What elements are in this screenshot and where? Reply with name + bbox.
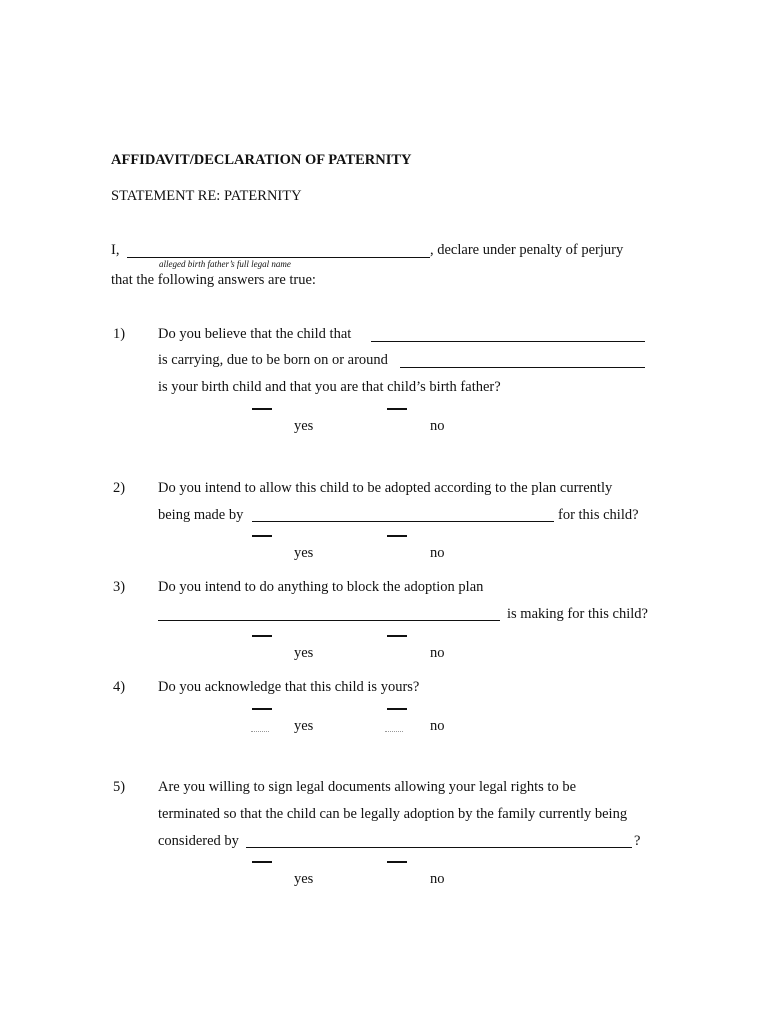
question-1-number: 1) xyxy=(113,326,126,342)
question-3-line-1: Do you intend to do anything to block the adoption plan xyxy=(158,579,484,595)
question-5-line-1: Are you willing to sign legal documents allowing your legal rights to be xyxy=(158,779,577,795)
question-3-number: 3) xyxy=(113,579,126,595)
question-5-yes-label: yes xyxy=(294,871,314,887)
question-1-no-label: no xyxy=(430,418,445,434)
birth-father-name-field[interactable] xyxy=(127,257,430,258)
question-4-number: 4) xyxy=(113,679,126,695)
birth-mother-name-field[interactable] xyxy=(371,341,645,342)
intro-suffix: , declare under penalty of perjury xyxy=(430,242,624,258)
intro-line-2: that the following answers are true: xyxy=(111,272,316,288)
intro-prefix: I, xyxy=(111,242,120,258)
question-1-line-2: is carrying, due to be born on or around xyxy=(158,352,388,368)
question-1-yes-checkbox[interactable] xyxy=(252,408,272,410)
question-2-yes-checkbox[interactable] xyxy=(252,535,272,537)
question-3-line-2-suffix: is making for this child? xyxy=(507,606,648,622)
question-5-yes-checkbox[interactable] xyxy=(252,861,272,863)
question-5-line-3-suffix: ? xyxy=(634,833,641,849)
adoptive-family-field[interactable] xyxy=(246,847,632,848)
question-1-yes-label: yes xyxy=(294,418,314,434)
question-3-no-checkbox[interactable] xyxy=(387,635,407,637)
question-5-no-label: no xyxy=(430,871,445,887)
question-2-line-2-suffix: for this child? xyxy=(558,507,639,523)
question-2-yes-label: yes xyxy=(294,545,314,561)
question-4-no-checkbox[interactable] xyxy=(387,708,407,710)
question-4-no-dots xyxy=(385,731,403,732)
question-5-line-2: terminated so that the child can be legally adoption by the family currently being xyxy=(158,806,628,822)
question-4-yes-checkbox[interactable] xyxy=(252,708,272,710)
question-3-yes-label: yes xyxy=(294,645,314,661)
adoption-plan-maker-field[interactable] xyxy=(252,521,554,522)
document-subtitle: STATEMENT RE: PATERNITY xyxy=(111,188,302,204)
question-2-no-label: no xyxy=(430,545,445,561)
question-4-yes-dots xyxy=(251,731,269,732)
question-1-line-1: Do you believe that the child that xyxy=(158,326,352,342)
birth-father-name-caption: alleged birth father’s full legal name xyxy=(159,259,291,269)
question-4-line-1: Do you acknowledge that this child is yours? xyxy=(158,679,420,695)
question-2-line-2-prefix: being made by xyxy=(158,507,244,523)
question-1-no-checkbox[interactable] xyxy=(387,408,407,410)
question-3-yes-checkbox[interactable] xyxy=(252,635,272,637)
question-2-no-checkbox[interactable] xyxy=(387,535,407,537)
question-4-yes-label: yes xyxy=(294,718,314,734)
due-date-field[interactable] xyxy=(400,367,645,368)
document-title: AFFIDAVIT/DECLARATION OF PATERNITY xyxy=(111,152,412,168)
question-1-line-3: is your birth child and that you are that child’s birth father? xyxy=(158,379,501,395)
question-5-number: 5) xyxy=(113,779,126,795)
question-2-number: 2) xyxy=(113,480,126,496)
question-5-line-3-prefix: considered by xyxy=(158,833,239,849)
question-5-no-checkbox[interactable] xyxy=(387,861,407,863)
question-4-no-label: no xyxy=(430,718,445,734)
adoption-plan-party-field[interactable] xyxy=(158,620,500,621)
question-3-no-label: no xyxy=(430,645,445,661)
question-2-line-1: Do you intend to allow this child to be adopted according to the plan currently xyxy=(158,480,613,496)
